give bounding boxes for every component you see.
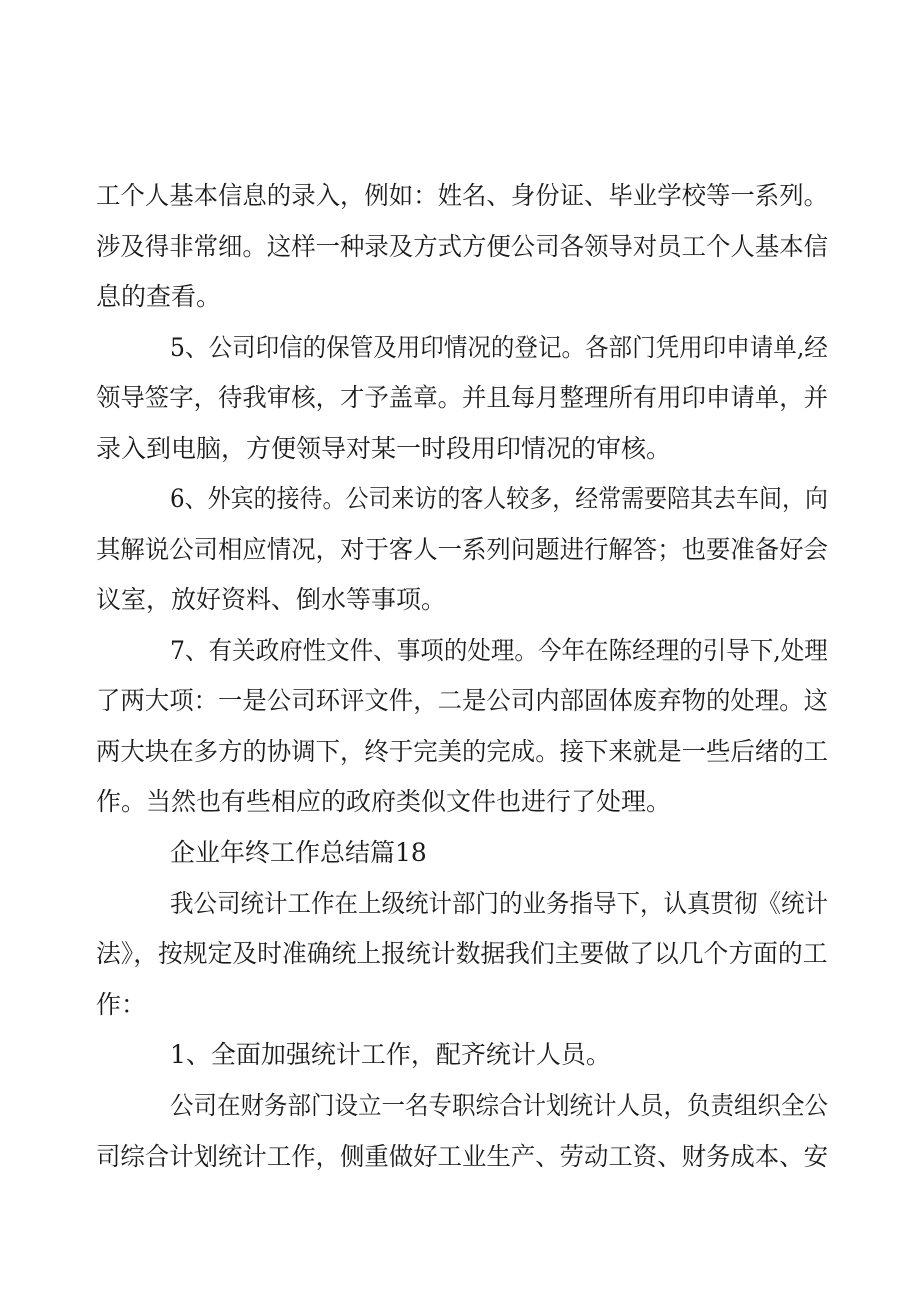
- line-text: 司综合计划统计工作，侧重做好工业生产、劳动工资、财务成本、安: [96, 1142, 829, 1171]
- text-line: [0, 479, 920, 519]
- line-text: 1、全面加强统计工作，配齐统计人员。: [170, 1040, 611, 1069]
- line-text: 录入到电脑，方便领导对某一时段用印情况的审核。: [96, 434, 672, 463]
- text-line: [0, 530, 920, 570]
- text-line: [0, 934, 920, 974]
- text-line: [0, 1035, 920, 1075]
- heading-text: 企业年终工作总结篇18: [170, 838, 427, 867]
- line-text: 法》，按规定及时准确统上报统计数据我们主要做了以几个方面的工: [96, 939, 828, 968]
- line-text: 两大块在多方的协调下，终于完美的完成。接下来就是一些后绪的工: [96, 737, 829, 766]
- text-line: [0, 227, 920, 267]
- text-line: [0, 884, 920, 924]
- line-text: 我公司统计工作在上级统计部门的业务指导下，认真贯彻《统计: [170, 889, 829, 918]
- line-text: 议室，放好资料、倒水等事项。: [96, 585, 447, 614]
- text-line: [0, 277, 920, 317]
- line-text: 工个人基本信息的录入，例如：姓名、身份证、毕业学校等一系列。: [96, 181, 829, 210]
- line-text: 7、有关政府性文件、事项的处理。今年在陈经理的引导下,处理: [170, 636, 828, 665]
- line-text: 领导签字，待我审核，才予盖章。并且每月整理所有用印申请单，并: [96, 383, 829, 412]
- line-text: 了两大项：一是公司环评文件，二是公司内部固体废弃物的处理。这: [96, 686, 829, 715]
- line-text: 作：: [96, 990, 147, 1019]
- text-line: [0, 429, 920, 469]
- line-text: 作。当然也有些相应的政府类似文件也进行了处理。: [96, 787, 672, 816]
- text-line: [0, 1086, 920, 1126]
- line-text: 5、公司印信的保管及用印情况的登记。各部门凭用印申请单,经: [170, 333, 828, 362]
- text-line: [0, 732, 920, 772]
- text-line: [0, 782, 920, 822]
- line-text: 6、外宾的接待。公司来访的客人较多，经常需要陪其去车间，向: [170, 484, 828, 513]
- text-line: [0, 176, 920, 216]
- text-line: [0, 1137, 920, 1177]
- line-text: 其解说公司相应情况，对于客人一系列问题进行解答；也要准备好会: [96, 535, 829, 564]
- section-heading: [0, 833, 920, 873]
- text-line: [0, 985, 920, 1025]
- line-text: 涉及得非常细。这样一种录及方式方便公司各领导对员工个人基本信: [96, 232, 829, 261]
- text-line: [0, 580, 920, 620]
- text-line: [0, 681, 920, 721]
- line-text: 公司在财务部门设立一名专职综合计划统计人员，负责组织全公: [170, 1091, 829, 1120]
- text-line: [0, 378, 920, 418]
- text-line: [0, 631, 920, 671]
- text-line: [0, 328, 920, 368]
- line-text: 息的查看。: [96, 282, 222, 311]
